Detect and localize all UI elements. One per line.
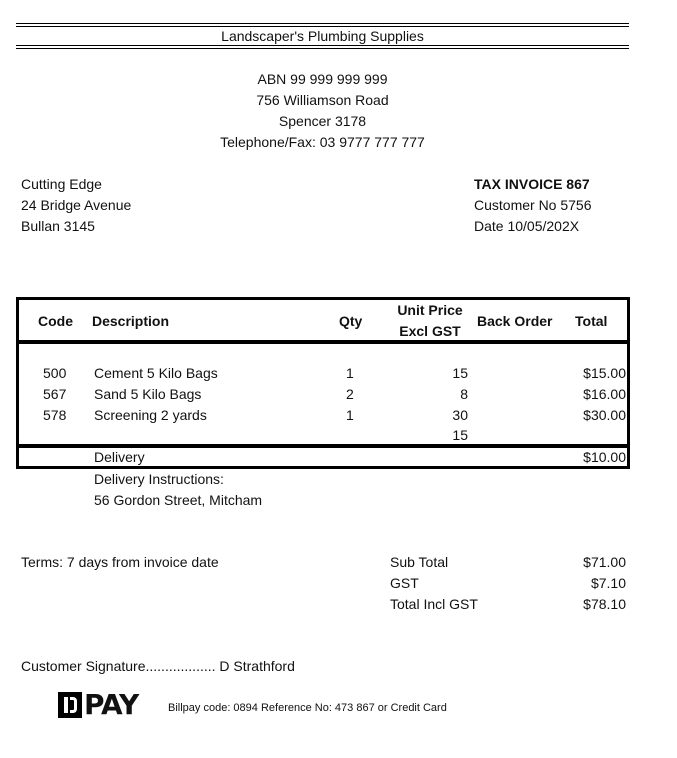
row-code: 578 (43, 407, 67, 423)
header-bottom-rule (16, 45, 629, 49)
company-name: Landscaper's Plumbing Supplies (221, 28, 424, 44)
row-total: $30.00 (583, 407, 626, 423)
row-description: Screening 2 yards (94, 407, 207, 423)
total-incl-gst-value: $78.10 (583, 596, 626, 612)
company-suburb: Spencer 3178 (278, 113, 367, 129)
bpay-logo (58, 690, 138, 720)
row-qty: 1 (346, 365, 354, 381)
header-code: Code (38, 313, 73, 329)
table-delivery-divider (16, 444, 630, 448)
bpay-logo-text: PAY (84, 688, 139, 721)
row-total: $15.00 (583, 365, 626, 381)
row-total: $16.00 (583, 386, 626, 402)
invoice-date: Date 10/05/202X (474, 218, 580, 234)
invoice-title: TAX INVOICE 867 (474, 176, 590, 192)
header-unit-price-line2: Excl GST (399, 323, 461, 339)
row-unit-price: 30 (452, 407, 468, 423)
delivery-label: Delivery (94, 449, 145, 465)
customer-street: 24 Bridge Avenue (21, 197, 132, 213)
company-street: 756 Williamson Road (256, 92, 389, 108)
customer-name: Cutting Edge (21, 176, 102, 192)
delivery-total: $10.00 (583, 449, 626, 465)
bpay-b-icon (58, 692, 82, 718)
header-qty: Qty (339, 313, 363, 329)
row-code: 500 (43, 365, 67, 381)
billpay-details: Billpay code: 0894 Reference No: 473 867 or Credit Card (168, 702, 447, 714)
gst-label: GST (390, 575, 419, 591)
row-description: Sand 5 Kilo Bags (94, 386, 202, 402)
subtotal-value: $71.00 (583, 554, 626, 570)
gst-value: $7.10 (590, 575, 626, 591)
total-incl-gst-label: Total Incl GST (390, 596, 478, 612)
row-qty: 1 (346, 407, 354, 423)
header-back-order: Back Order (477, 313, 553, 329)
header-top-rule (16, 23, 629, 27)
delivery-address: 56 Gordon Street, Mitcham (94, 492, 263, 508)
customer-suburb: Bullan 3145 (21, 218, 95, 234)
row-description: Cement 5 Kilo Bags (94, 365, 218, 381)
row-code: 567 (43, 386, 67, 402)
row-unit-price: 15 (452, 427, 468, 443)
subtotal-label: Sub Total (390, 554, 449, 570)
header-total: Total (575, 313, 608, 329)
header-description: Description (92, 313, 170, 329)
table-header-divider (16, 340, 630, 344)
customer-number: Customer No 5756 (474, 197, 592, 213)
row-unit-price: 15 (452, 365, 468, 381)
row-unit-price: 8 (460, 386, 468, 402)
delivery-instructions-label: Delivery Instructions: (94, 471, 224, 487)
company-phone: Telephone/Fax: 03 9777 777 777 (220, 134, 425, 150)
header-unit-price-line1: Unit Price (397, 302, 463, 318)
payment-terms: Terms: 7 days from invoice date (21, 554, 219, 570)
row-qty: 2 (346, 386, 354, 402)
customer-signature: Customer Signature.................. D Strathford (21, 658, 295, 674)
company-abn: ABN 99 999 999 999 (257, 71, 388, 87)
